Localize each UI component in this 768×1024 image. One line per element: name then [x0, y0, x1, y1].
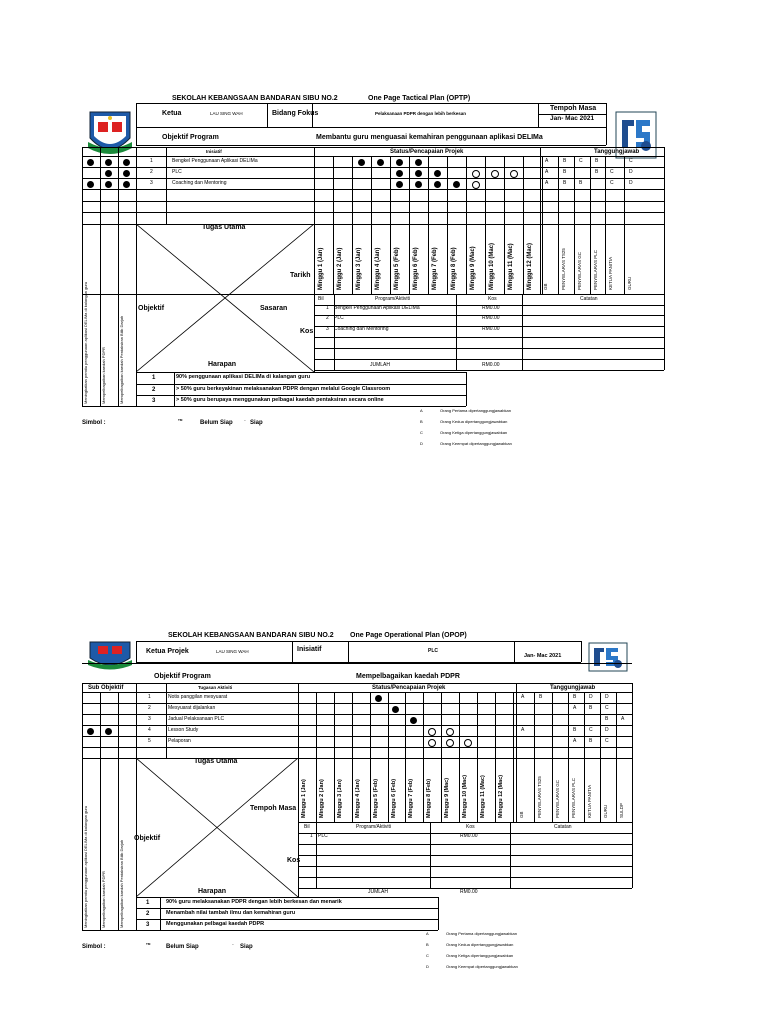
- week-header-5: Minggu 5 (Feb): [372, 778, 379, 818]
- sub-objective-dot: [105, 181, 112, 188]
- week-divider: [423, 692, 424, 822]
- x-diagram: [136, 224, 314, 372]
- bidang-value: Pelaksanaan PDPR dengan lebih berkesan: [375, 111, 467, 116]
- week-divider: [405, 692, 406, 822]
- week-divider: [370, 692, 371, 822]
- week-divider: [333, 156, 334, 294]
- resp-header: GB: [543, 283, 548, 290]
- week-divider: [371, 156, 372, 294]
- row-activity-name: Bengkel Penggunaan Aplikasi DELIMa: [172, 158, 258, 164]
- row-resp-code: B: [595, 169, 599, 175]
- legend-value: Orang Pertama dipertanggungjawabkan: [440, 408, 511, 413]
- week-divider: [447, 156, 448, 294]
- status-pending-ring: [472, 170, 480, 178]
- status-done-dot: [453, 181, 460, 188]
- target-text: 90% guru melaksanakan PDPR dengan lebih berkesan dan menarik: [166, 899, 342, 905]
- cost-row-number: 1: [326, 305, 329, 311]
- week-header-8: Minggu 8 (Feb): [426, 778, 433, 818]
- tempoh-value: Jan- Mac 2021: [524, 653, 562, 659]
- row-resp-code: A: [621, 716, 625, 722]
- row-resp-code: C: [579, 158, 583, 164]
- resp-header: PENYELARAS GC: [577, 251, 582, 290]
- tempoh-value: Jan- Mac 2021: [550, 115, 595, 122]
- week-header-6: Minggu 6 (Feb): [390, 778, 397, 818]
- tempoh-label: Tempoh Masa: [550, 105, 597, 112]
- row-resp-code: A: [573, 705, 577, 711]
- status-done-dot: [396, 159, 403, 166]
- week-header-10: Minggu 10 (Mac): [462, 774, 469, 818]
- week-header-7: Minggu 7 (Feb): [408, 778, 415, 818]
- legend-key: C: [420, 430, 423, 435]
- belum-siap-glyph: TM: [146, 942, 151, 946]
- row-resp-code: B: [605, 716, 609, 722]
- week-header-6: Minggu 6 (Feb): [413, 247, 419, 290]
- cost-row-kos: RM0.00: [460, 833, 478, 839]
- status-pending-ring: [472, 181, 480, 189]
- row-resp-code: C: [589, 727, 593, 733]
- program-aktiviti-header: Program/Aktiviti: [356, 824, 392, 830]
- week-header-3: Minggu 3 (Jan): [336, 779, 343, 818]
- week-divider: [495, 692, 496, 822]
- week-header-2: Minggu 2 (Jan): [337, 247, 343, 290]
- target-number: 3: [152, 398, 156, 404]
- status-done-dot: [415, 181, 422, 188]
- resp-header: KETUA PANITIA: [587, 784, 592, 818]
- resp-divider: [558, 156, 559, 294]
- target-number: 1: [146, 900, 150, 906]
- status-done-dot: [377, 159, 384, 166]
- row-activity-name: Mesyuarat dijalankan: [168, 705, 216, 711]
- catatan-header: Catatan: [554, 824, 572, 830]
- week-header-10: Minggu 10 (Mac): [489, 242, 495, 290]
- resp-header: GURU: [627, 276, 632, 290]
- plan-title: One Page Tactical Plan (OPTP): [368, 95, 471, 102]
- cost-row-number: 2: [326, 315, 329, 321]
- inisiatif-label: Inisiatif: [206, 149, 222, 154]
- cost-row-kos: RM0.00: [482, 305, 500, 311]
- tanggungjawab-label: Tanggungjawab: [594, 149, 640, 155]
- row-resp-code: D: [605, 727, 609, 733]
- target-text: 90% penggunaan aplikasi DELIMa di kalangan guru: [176, 374, 311, 380]
- resp-header: KETUA PANITIA: [608, 256, 613, 290]
- left-side-label: Mempelbagaikan kaedah Pentaksiran Bilik Darjah: [119, 315, 124, 404]
- ketua-projek-label: Ketua Projek: [146, 648, 189, 655]
- week-divider: [352, 692, 353, 822]
- status-done-dot: [415, 170, 422, 177]
- resp-header: GURU: [603, 804, 608, 818]
- objektif-program-label: Objektif Program: [162, 134, 219, 141]
- status-done-dot: [415, 159, 422, 166]
- objektif-program-value: Mempelbagaikan kaedah PDPR: [356, 673, 460, 680]
- week-header-3: Minggu 3 (Jan): [356, 247, 362, 290]
- target-text: > 50% guru berupaya menggunakan pelbagai kaedah pentaksiran secara online: [176, 397, 384, 403]
- sub-objective-dot: [105, 159, 112, 166]
- row-resp-code: C: [610, 169, 614, 175]
- row-number: 1: [148, 694, 151, 700]
- week-divider: [523, 156, 524, 294]
- row-resp-code: A: [521, 694, 525, 700]
- kos-header: Kos: [488, 296, 497, 302]
- week-header-4: Minggu 4 (Jan): [354, 779, 361, 818]
- week-header-2: Minggu 2 (Jan): [318, 779, 325, 818]
- legend-key: B: [426, 942, 429, 947]
- status-done-dot: [396, 181, 403, 188]
- belum-siap-label: Belum Siap: [200, 420, 233, 426]
- status-done-dot: [358, 159, 365, 166]
- status-done-dot: [434, 170, 441, 177]
- sub-objective-dot: [105, 170, 112, 177]
- sub-objective-dot: [123, 181, 130, 188]
- week-divider: [477, 692, 478, 822]
- legend-key: A: [426, 931, 429, 936]
- legend-key: A: [420, 408, 423, 413]
- row-resp-code: A: [545, 169, 549, 175]
- row-resp-code: A: [545, 180, 549, 186]
- ketua-label: Ketua: [162, 110, 182, 117]
- catatan-header: Catatan: [580, 296, 598, 302]
- row-resp-code: D: [629, 180, 633, 186]
- week-header-7: Minggu 7 (Feb): [432, 247, 438, 290]
- siap-glyph: ~: [232, 942, 234, 946]
- week-header-8: Minggu 8 (Feb): [451, 247, 457, 290]
- kos-label: Kos: [287, 857, 301, 864]
- row-resp-code: B: [573, 694, 577, 700]
- week-header-11: Minggu 11 (Mac): [508, 243, 514, 290]
- row-resp-code: C: [605, 705, 609, 711]
- resp-divider: [590, 156, 591, 294]
- ketua-name: LAU SING WAH: [210, 111, 243, 116]
- row-resp-code: D: [589, 694, 593, 700]
- cost-row-number: 3: [326, 326, 329, 332]
- bil-header: Bil: [304, 824, 310, 830]
- legend-value: Orang Keempat dipertanggungjawabkan: [440, 441, 512, 446]
- resp-header: PENYELARAS PLC: [593, 249, 598, 290]
- jumlah-label: JUMLAH: [370, 362, 391, 368]
- row-resp-code: C: [605, 738, 609, 744]
- x-diagram: [136, 758, 301, 897]
- row-number: 3: [150, 180, 153, 186]
- row-number: 5: [148, 738, 151, 744]
- week-header-4: Minggu 4 (Jan): [375, 247, 381, 290]
- school-name: SEKOLAH KEBANGSAAN BANDARAN SIBU NO.2: [172, 95, 338, 102]
- week-divider: [390, 156, 391, 294]
- legend-value: Orang Kedua dipertanggungjawabkan: [446, 942, 514, 947]
- status-pending-ring: [446, 728, 454, 736]
- resp-divider: [664, 156, 665, 294]
- week-header-1: Minggu 1 (Jan): [301, 779, 307, 818]
- inisiatif-value: PLC: [428, 648, 438, 654]
- target-text: Menggunakan pelbagai kaedah PDPR: [166, 921, 265, 927]
- row-activity-name: Coaching dan Mentoring: [172, 180, 227, 186]
- row-resp-code: B: [563, 169, 567, 175]
- row-resp-code: B: [563, 158, 567, 164]
- resp-divider: [534, 692, 535, 822]
- objektif-label: Objektif: [138, 305, 165, 312]
- row-resp-code: B: [589, 738, 593, 744]
- left-side-label: Mempelbagaikan kaedah PDPR: [101, 871, 106, 928]
- target-number: 2: [152, 387, 156, 393]
- sub-objective-dot: [123, 159, 130, 166]
- row-resp-code: C: [610, 180, 614, 186]
- row-resp-code: D: [605, 694, 609, 700]
- sub-objektif-label: Sub Objektif: [88, 685, 124, 691]
- week-divider: [388, 692, 389, 822]
- target-number: 1: [152, 375, 156, 381]
- status-pending-ring: [446, 739, 454, 747]
- kos-label: Kos: [300, 328, 314, 335]
- tanggungjawab-label: Tanggungjawab: [550, 685, 596, 691]
- kos-header: Kos: [466, 824, 475, 830]
- jumlah-value: RM0.00: [482, 362, 500, 368]
- row-resp-code: A: [521, 727, 525, 733]
- harapan-label: Harapan: [208, 361, 237, 368]
- row-activity-name: Jadual Pelaksanaan PLC: [168, 716, 225, 722]
- row-activity-name: PLC: [172, 169, 182, 175]
- cost-row-number: 1: [310, 833, 313, 839]
- resp-header: SULDP: [619, 802, 624, 818]
- row-resp-code: C: [629, 158, 633, 164]
- week-divider: [334, 692, 335, 822]
- resp-divider: [632, 692, 633, 822]
- legend-key: C: [426, 953, 429, 958]
- week-divider: [485, 156, 486, 294]
- objektif-program-value: Membantu guru menguasai kemahiran penggunaan aplikasi DELIMa: [316, 134, 543, 141]
- resp-divider: [605, 156, 606, 294]
- row-number: 1: [150, 158, 153, 164]
- simbol-label: Simbol :: [82, 944, 106, 950]
- sub-objective-dot: [123, 170, 130, 177]
- resp-divider: [624, 156, 625, 294]
- siap-label: Siap: [240, 944, 253, 950]
- row-resp-code: B: [579, 180, 583, 186]
- legend-value: Orang Ketiga dipertanggungjawabkan: [446, 953, 514, 958]
- school-name: SEKOLAH KEBANGSAAN BANDARAN SIBU NO.2: [168, 632, 334, 639]
- week-divider: [352, 156, 353, 294]
- row-activity-name: Lesson Study: [168, 727, 199, 733]
- legend-key: D: [426, 964, 429, 969]
- week-divider: [428, 156, 429, 294]
- bil-header: Bil: [318, 296, 324, 302]
- target-number: 3: [146, 922, 150, 928]
- left-side-label: Meningkatkan pemtiu penggunaan aplikasi DELIMa di kalangan guru: [83, 805, 88, 928]
- status-done-dot: [392, 706, 399, 713]
- week-header-9: Minggu 9 (Mac): [470, 246, 476, 290]
- row-number: 4: [148, 727, 151, 733]
- siap-glyph: ~: [244, 418, 246, 422]
- cost-row-kos: RM0.00: [482, 315, 500, 321]
- row-resp-code: A: [573, 738, 577, 744]
- left-side-label: Mempelbagaikan kaedah PDPR: [101, 347, 106, 404]
- row-resp-code: B: [595, 158, 599, 164]
- tarikh-label: Tarikh: [290, 272, 311, 279]
- sub-objective-dot: [87, 159, 94, 166]
- resp-divider: [552, 692, 553, 822]
- legend-key: B: [420, 419, 423, 424]
- status-pending-ring: [464, 739, 472, 747]
- status-pending-ring: [428, 739, 436, 747]
- week-divider: [441, 692, 442, 822]
- status-label: Status/Pencapaian Projek: [390, 149, 464, 155]
- resp-divider: [574, 156, 575, 294]
- target-text: Menambah nilai tambah ilmu dan kemahiran guru: [166, 910, 296, 916]
- week-header-11: Minggu 11 (Mac): [480, 775, 486, 818]
- resp-header: GB: [519, 811, 524, 818]
- target-number: 2: [146, 911, 150, 917]
- week-divider: [504, 156, 505, 294]
- ketua-name: LAU SING WAH: [216, 649, 249, 654]
- week-header-1: Minggu 1 (Jan): [318, 247, 324, 290]
- resp-header: PENYELARAS TS25: [537, 776, 542, 818]
- belum-siap-glyph: TM: [178, 418, 183, 422]
- objektif-label: Objektif: [134, 835, 161, 842]
- belum-siap-label: Belum Siap: [166, 944, 199, 950]
- status-done-dot: [375, 695, 382, 702]
- row-resp-code: B: [539, 694, 543, 700]
- week-divider: [459, 692, 460, 822]
- school-crest-logo: [86, 108, 134, 160]
- week-header-5: Minggu 5 (Feb): [394, 247, 400, 290]
- jumlah-value: RM0.00: [460, 889, 478, 895]
- week-header-9: Minggu 9 (Mac): [444, 777, 451, 818]
- status-pending-ring: [491, 170, 499, 178]
- sasaran-label: Sasaran: [260, 305, 288, 312]
- tugas-utama-label: Tugas Utama: [194, 758, 238, 765]
- sub-objective-dot: [87, 181, 94, 188]
- sub-objective-dot: [87, 728, 94, 735]
- resp-header: PENYELARAS TS25: [561, 248, 566, 290]
- left-side-label: Mempelbagaikan kaedah Pentaksiran Bilik Darjah: [119, 839, 124, 928]
- row-resp-code: B: [573, 727, 577, 733]
- harapan-label: Harapan: [198, 888, 227, 895]
- siap-label: Siap: [250, 420, 263, 426]
- status-label: Status/Pencapaian Projek: [372, 685, 446, 691]
- left-side-label: Meningkatkan pemtiu penggunaan aplikasi DELIMa di kalangan guru: [83, 281, 88, 404]
- cost-row-kos: RM0.00: [482, 326, 500, 332]
- week-divider: [316, 692, 317, 822]
- week-divider: [513, 692, 514, 822]
- resp-divider: [600, 692, 601, 822]
- legend-value: Orang Pertama dipertanggungjawabkan: [446, 931, 517, 936]
- legend-value: Orang Ketiga dipertanggungjawabkan: [440, 430, 508, 435]
- status-done-dot: [396, 170, 403, 177]
- week-header-12: Minggu 12 (Mac): [527, 242, 533, 290]
- week-divider: [542, 156, 543, 294]
- cost-row-name: Coaching dan Mentoring: [334, 326, 389, 332]
- row-resp-code: A: [545, 158, 549, 164]
- row-number: 3: [148, 716, 151, 722]
- week-divider: [466, 156, 467, 294]
- bidang-label: Bidang Fokus: [272, 110, 319, 117]
- status-pending-ring: [428, 728, 436, 736]
- tugasan-aktiviti-label: Tugasan Aktiviti: [198, 685, 233, 690]
- status-pending-ring: [510, 170, 518, 178]
- resp-divider: [584, 692, 585, 822]
- tugas-utama-label: Tugas Utama: [202, 224, 246, 231]
- cost-row-name: PLC: [318, 833, 328, 839]
- row-number: 2: [150, 169, 153, 175]
- row-activity-name: Pelaporan: [168, 738, 191, 744]
- resp-header: PENYELARAS PLC: [571, 777, 576, 818]
- plan-title: One Page Operational Plan (OPOP): [350, 632, 467, 639]
- row-resp-code: D: [629, 169, 633, 175]
- legend-value: Orang Kedua dipertanggungjawabkan: [440, 419, 508, 424]
- resp-header: PENYELARAS GC: [555, 779, 560, 818]
- school-crest-logo: [86, 640, 134, 670]
- program-aktiviti-header: Program/Aktiviti: [375, 296, 411, 302]
- row-resp-code: B: [589, 705, 593, 711]
- resp-divider: [616, 692, 617, 822]
- objektif-program-label: Objektif Program: [154, 673, 211, 680]
- sub-objective-dot: [105, 728, 112, 735]
- resp-divider: [568, 692, 569, 822]
- row-resp-code: B: [563, 180, 567, 186]
- status-done-dot: [434, 181, 441, 188]
- status-done-dot: [410, 717, 417, 724]
- legend-key: D: [420, 441, 423, 446]
- legend-value: Orang Keempat dipertanggungjawabkan: [446, 964, 518, 969]
- cost-row-name: Bengkel Penggunaan Aplikasi DELIMa: [334, 305, 420, 311]
- inisiatif-label: Inisiatif: [297, 646, 322, 653]
- tempoh-masa-label: Tempoh Masa: [250, 805, 297, 812]
- jumlah-label: JUMLAH: [368, 889, 389, 895]
- target-text: > 50% guru berkeyakinan melaksanakan PDPR dengan melalui Google Classroom: [176, 386, 391, 392]
- row-number: 2: [148, 705, 151, 711]
- cost-row-name: PLC: [334, 315, 344, 321]
- week-header-12: Minggu 12 (Mac): [497, 774, 504, 818]
- week-divider: [409, 156, 410, 294]
- simbol-label: Simbol :: [82, 420, 106, 426]
- row-activity-name: Notis panggilan mesyuarat: [168, 694, 228, 700]
- ts25-logo: [588, 642, 628, 672]
